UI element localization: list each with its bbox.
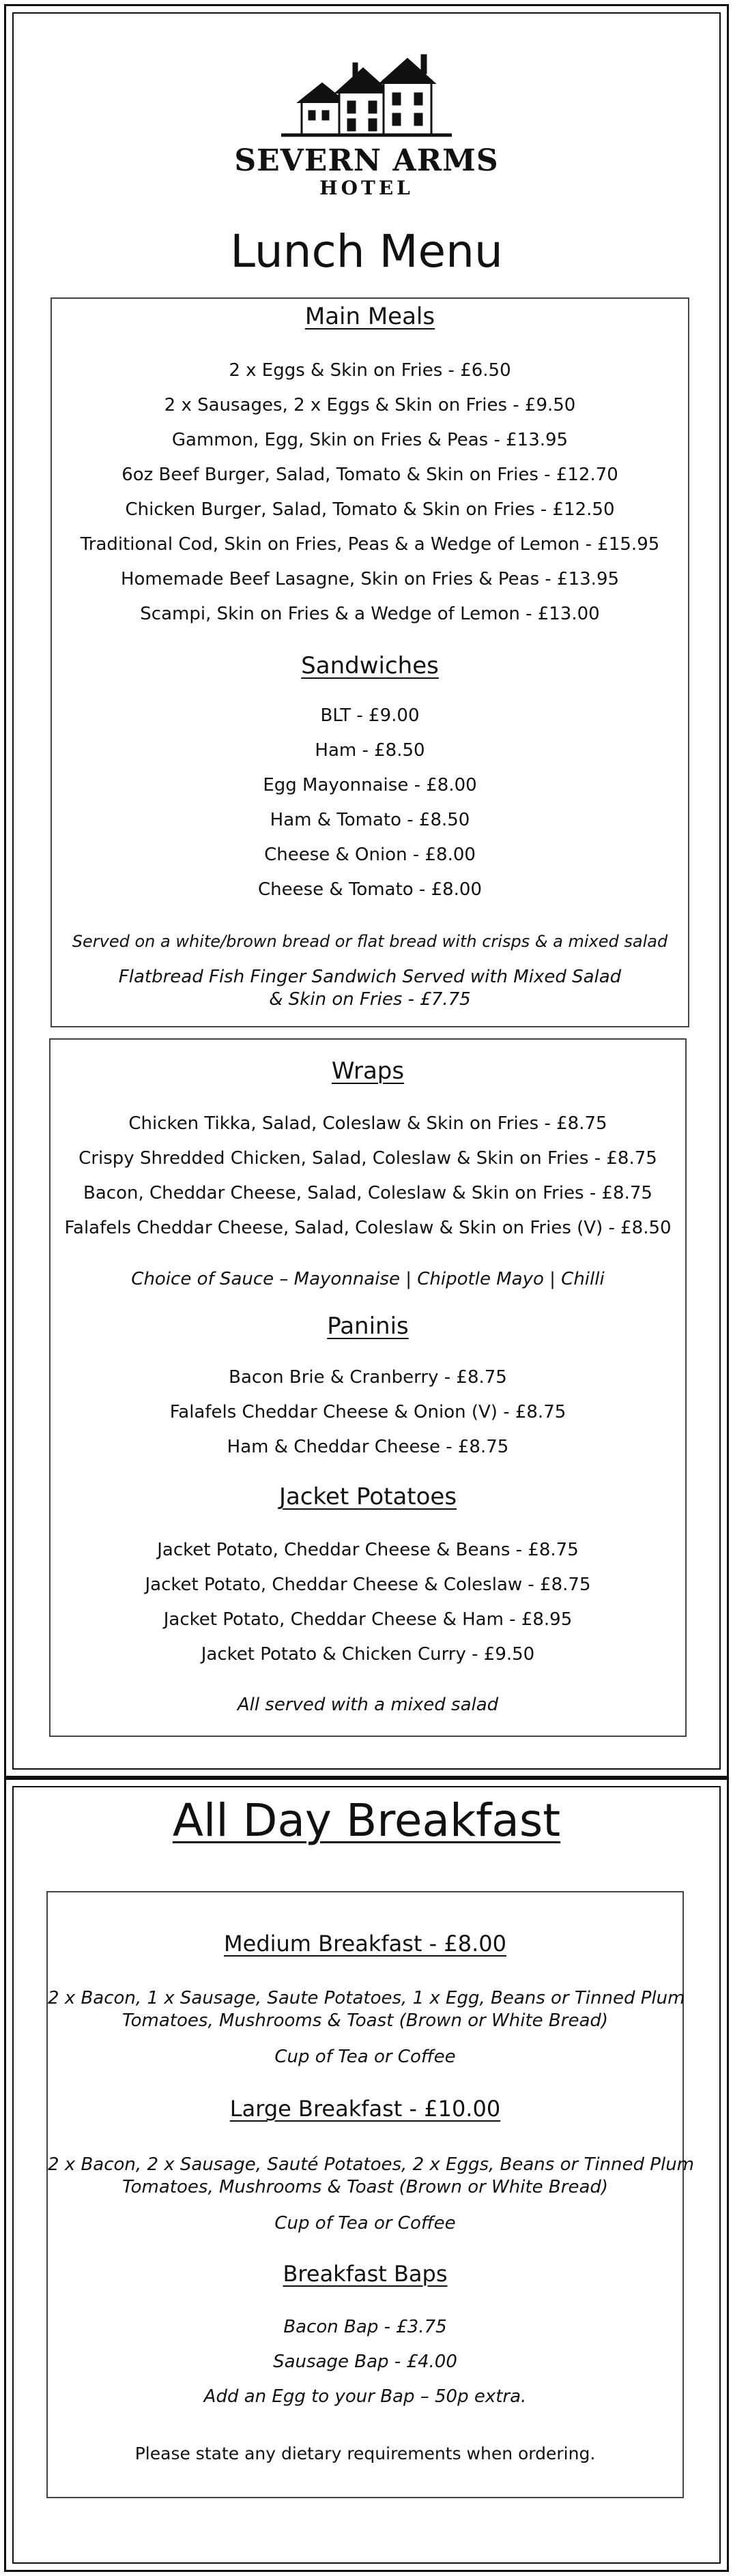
fish-finger-special: Flatbread Fish Finger Sandwich Served with Mixed Salad — [118, 967, 622, 987]
large-breakfast-drink: Cup of Tea or Coffee — [274, 2213, 456, 2234]
menu-item: Cheese & Tomato - £8.00 — [257, 879, 483, 900]
sandwiches-heading: Sandwiches — [301, 652, 439, 679]
medium-breakfast-desc: 2 x Bacon, 1 x Sausage, Saute Potatoes, 1 x Egg, Beans or Tinned Plum — [48, 1988, 685, 2008]
hotel-building-icon — [281, 53, 452, 142]
menu-item: Scampi, Skin on Fries & a Wedge of Lemon - £13.00 — [140, 604, 600, 624]
menu-item: Chicken Tikka, Salad, Coleslaw & Skin on Fries - £8.75 — [128, 1113, 607, 1134]
menu-item: Ham & Cheddar Cheese - £8.75 — [227, 1437, 509, 1457]
menu-item: 6oz Beef Burger, Salad, Tomato & Skin on Fries - £12.70 — [121, 465, 618, 485]
wraps-sauce-note: Choice of Sauce – Mayonnaise | Chipotle Mayo | Chilli — [131, 1269, 605, 1289]
wraps-heading: Wraps — [331, 1057, 405, 1085]
menu-item: Falafels Cheddar Cheese & Onion (V) - £8.75 — [169, 1402, 566, 1422]
menu-item: Sausage Bap - £4.00 — [273, 2352, 457, 2372]
medium-breakfast-desc-cont: Tomatoes, Mushrooms & Toast (Brown or White Bread) — [121, 2010, 609, 2031]
fish-finger-special-price: & Skin on Fries - £7.75 — [269, 989, 471, 1010]
menu-item: Bacon Bap - £3.75 — [283, 2317, 447, 2337]
menu-item: Jacket Potato, Cheddar Cheese & Beans - £8.75 — [157, 1540, 579, 1560]
medium-breakfast-drink: Cup of Tea or Coffee — [274, 2047, 456, 2067]
large-breakfast-heading: Large Breakfast - £10.00 — [229, 2096, 501, 2122]
dietary-note: Please state any dietary requirements when ordering. — [134, 2444, 596, 2463]
menu-item: Egg Mayonnaise - £8.00 — [263, 775, 477, 795]
medium-breakfast-heading: Medium Breakfast - £8.00 — [224, 1931, 506, 1957]
menu-item: Falafels Cheddar Cheese, Salad, Coleslaw & Skin on Fries (V) - £8.50 — [64, 1218, 672, 1238]
large-breakfast-desc-cont: Tomatoes, Mushrooms & Toast (Brown or White Bread) — [121, 2177, 609, 2197]
lunch-menu-title: Lunch Menu — [230, 225, 503, 278]
menu-item: Ham & Tomato - £8.50 — [270, 810, 470, 830]
menu-item: Jacket Potato, Cheddar Cheese & Ham - £8.95 — [163, 1609, 573, 1630]
breakfast-baps-heading: Breakfast Baps — [283, 2261, 448, 2287]
wraps-paninis-potatoes-box — [49, 1038, 687, 1737]
hotel-logo — [0, 53, 733, 199]
menu-item: Homemade Beef Lasagne, Skin on Fries & Peas - £13.95 — [120, 569, 620, 589]
menu-item: Jacket Potato & Chicken Curry - £9.50 — [201, 1644, 535, 1665]
breakfast-box — [46, 1891, 694, 2498]
main-meals-sandwiches-box — [51, 297, 689, 1027]
paninis-heading: Paninis — [327, 1313, 409, 1340]
menu-item: 2 x Eggs & Skin on Fries - £6.50 — [229, 360, 511, 381]
jacket-potatoes-note: All served with a mixed salad — [237, 1695, 499, 1715]
menu-item: Chicken Burger, Salad, Tomato & Skin on Fries - £12.50 — [125, 499, 615, 520]
sandwiches-note: Served on a white/brown bread or flat bread with crisps & a mixed salad — [72, 932, 668, 951]
menu-item: Ham - £8.50 — [315, 740, 425, 761]
menu-item: Bacon, Cheddar Cheese, Salad, Coleslaw & Skin on Fries - £8.75 — [83, 1183, 652, 1203]
menu-item: Gammon, Egg, Skin on Fries & Peas - £13.95 — [171, 430, 569, 450]
menu-item: Cheese & Onion - £8.00 — [264, 845, 476, 865]
large-breakfast-desc: 2 x Bacon, 2 x Sausage, Sauté Potatoes, 2 x Eggs, Beans or Tinned Plum — [48, 2154, 694, 2175]
menu-item: 2 x Sausages, 2 x Eggs & Skin on Fries - £9.50 — [164, 395, 576, 415]
menu-item: Crispy Shredded Chicken, Salad, Coleslaw & Skin on Fries - £8.75 — [78, 1148, 657, 1169]
main-meals-heading: Main Meals — [304, 303, 435, 330]
menu-item: Traditional Cod, Skin on Fries, Peas & a Wedge of Lemon - £15.95 — [80, 534, 660, 555]
hotel-name: SEVERN ARMS — [234, 143, 499, 178]
menu-item: Jacket Potato, Cheddar Cheese & Coleslaw - £8.75 — [145, 1575, 591, 1595]
menu-item: Bacon Brie & Cranberry - £8.75 — [229, 1367, 507, 1388]
all-day-breakfast-title: All Day Breakfast — [172, 1794, 561, 1847]
hotel-subtitle: HOTEL — [319, 177, 414, 199]
jacket-potatoes-heading: Jacket Potatoes — [278, 1483, 457, 1510]
add-egg-note: Add an Egg to your Bap – 50p extra. — [203, 2386, 527, 2407]
menu-item: BLT - £9.00 — [320, 705, 420, 726]
